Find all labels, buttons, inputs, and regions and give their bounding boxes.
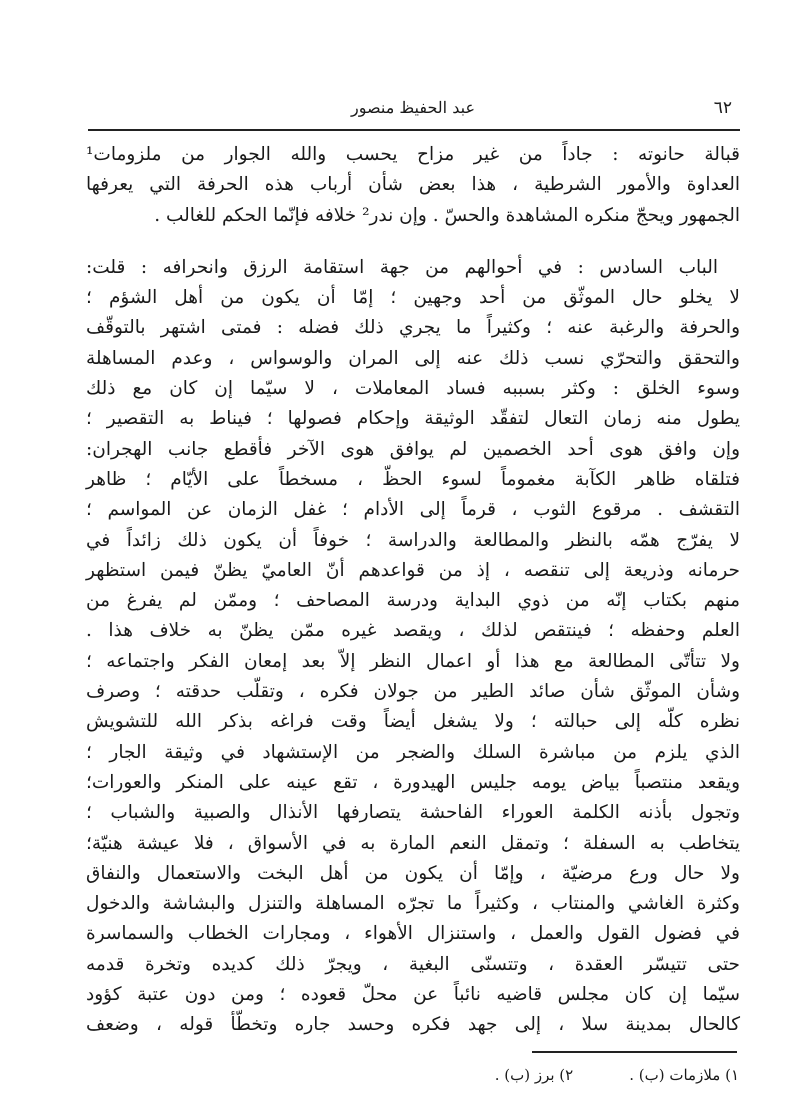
text-line: حتى تتيسّر العقدة ، وتتسنّى البغية ، ويجرّ ذلك كديده وتخرة قدمه — [86, 953, 740, 975]
text-line: وإن وافق هوى أحد الخصمين لم يوافق هوى الآخر فأقطع جانب الهجران: — [86, 438, 740, 460]
text-line: وشأن الموثّق شأن صائد الطير من جولان فكره ، وتقلّب حدقته ؛ وصرف — [86, 681, 740, 703]
page-body — [86, 140, 740, 1041]
text-line: الباب السادس : في أحوالهم من جهة استقامة الرزق وانحرافه : قلت: — [86, 256, 718, 278]
paragraph-2 — [86, 253, 740, 1041]
text-line: التقشف . مرقوع الثوب ، قرماً إلى الأدام ؛ غفل الزمان عن المواسم ؛ — [86, 499, 740, 521]
running-title: عبد الحفيظ منصور — [351, 98, 475, 117]
paragraph-1 — [86, 140, 740, 231]
text-line: لا يفرّج همّه بالنظر والمطالعة والدراسة ؛ خوفاً أن يكون ذلك زائداً في — [86, 529, 740, 551]
footnote-rule — [532, 1051, 737, 1053]
text-line: ولا حال ورع مرضيّة ، وإمّا أن يكون من أهل البخت والاستعمال والنفاق — [86, 862, 740, 884]
text-line: وكثرة الغاشي والمنتاب ، وكثيراً ما تجرّه المساهلة والتنزل والبشاشة والدخول — [86, 893, 740, 915]
text-line: الجمهور ويحجّ منكره المشاهدة والحسّ . وإن ندر² خلافه فإنّما الحكم للغالب . — [154, 204, 740, 226]
header-rule — [88, 129, 740, 131]
text-line: وسوء الخلق : وكثر بسببه فساد المعاملات ، لا سيّما إن كان مع ذلك — [86, 378, 740, 400]
text-line: يتخاطب به السفلة ؛ وتمقل النعم المارة به في الأسواق ، فلا عيشة هنيّة؛ — [86, 832, 740, 854]
text-line: لا يخلو حال الموثّق من أحد وجهين ؛ إمّا أن يكون من أهل الشؤم ؛ — [86, 287, 740, 309]
text-line: في فضول القول والعمل ، واستنزال الأهواء ، ومجارات الخطاب والسماسرة — [86, 923, 740, 945]
footnotes — [495, 1066, 739, 1084]
page-number: ٦٢ — [713, 98, 732, 118]
text-line: وتجول بأذنه الكلمة العوراء الفاحشة يتصارفها الأنذال والصبية والشباب ؛ — [86, 802, 740, 824]
footnote-2: ٢) برز (ب) . — [494, 1066, 574, 1084]
page-header — [88, 98, 738, 126]
text-line: فتلقاه ظاهر الكآبة مغموماً لسوء الحظّ ، مسخطاً على الأيّام ؛ ظاهر — [86, 468, 740, 490]
text-line: حرمانه وذريعة إلى تنقصه ، إذ من قواعدهم أنّ العاميّ يظنّ فيمن استظهر — [86, 559, 740, 581]
text-line: ولا تتأتّى المطالعة مع هذا أو اعمال النظر إلاّ بعد إمعان الفكر واجتماعه ؛ — [86, 650, 740, 672]
text-line: العلم وحفظه ؛ فينتقص لذلك ، ويقصد غيره ممّن يظنّ به خلاف هذا . — [86, 620, 740, 642]
text-line: سيّما إن كان مجلس قاضيه نائباً عن محلّ قعوده ؛ ومن دون عتبة كؤود — [86, 984, 740, 1006]
text-line: نظره كلّه إلى حبالته ؛ ولا يشغل أيضاً وقت فراغه بذكر الله للتشويش — [86, 711, 740, 733]
text-line: يطول منه زمان التعال لتفقّد الوثيقة وإحكام فصولها ؛ فيناط به التقصير ؛ — [86, 408, 740, 430]
text-line: والتحقق والتحرّي نسب ذلك عنه إلى المران والوسواس ، وعدم المساهلة — [86, 347, 740, 369]
text-line: والحرفة والرغبة عنه ؛ وكثيراً ما يجري ذلك فضله : فمتى اشتهر بالتوقّف — [86, 317, 740, 339]
footnote-1: ١) ملازمات (ب) . — [629, 1066, 739, 1084]
text-line: ويقعد منتصباً بياض يومه جليس الهيدورة ، تقع عينه على المنكر والعورات؛ — [86, 771, 740, 793]
text-line: العداوة والأمور الشرطية ، هذا بعض شأن أرباب هذه الحرفة التي يعرفها — [86, 174, 740, 196]
text-line: قبالة حانوته : جاداً من غير مزاح يحسب والله الجوار من ملزومات¹ — [86, 144, 740, 165]
text-line: الذي يلزم من مباشرة السلك والضجر من الإستشهاد في وثيقة الجار ؛ — [86, 741, 740, 763]
paragraph-gap — [86, 231, 740, 253]
text-line: منهم بكتاب إنّه من ذوي البداية ودرسة المصاحف ؛ وممّن لم يفرغ من — [86, 590, 740, 612]
text-line: كالحال بمدينة سلا ، إلى جهد فكره وحسد جاره وتخطّأ قوله ، وضعف — [86, 1014, 740, 1036]
